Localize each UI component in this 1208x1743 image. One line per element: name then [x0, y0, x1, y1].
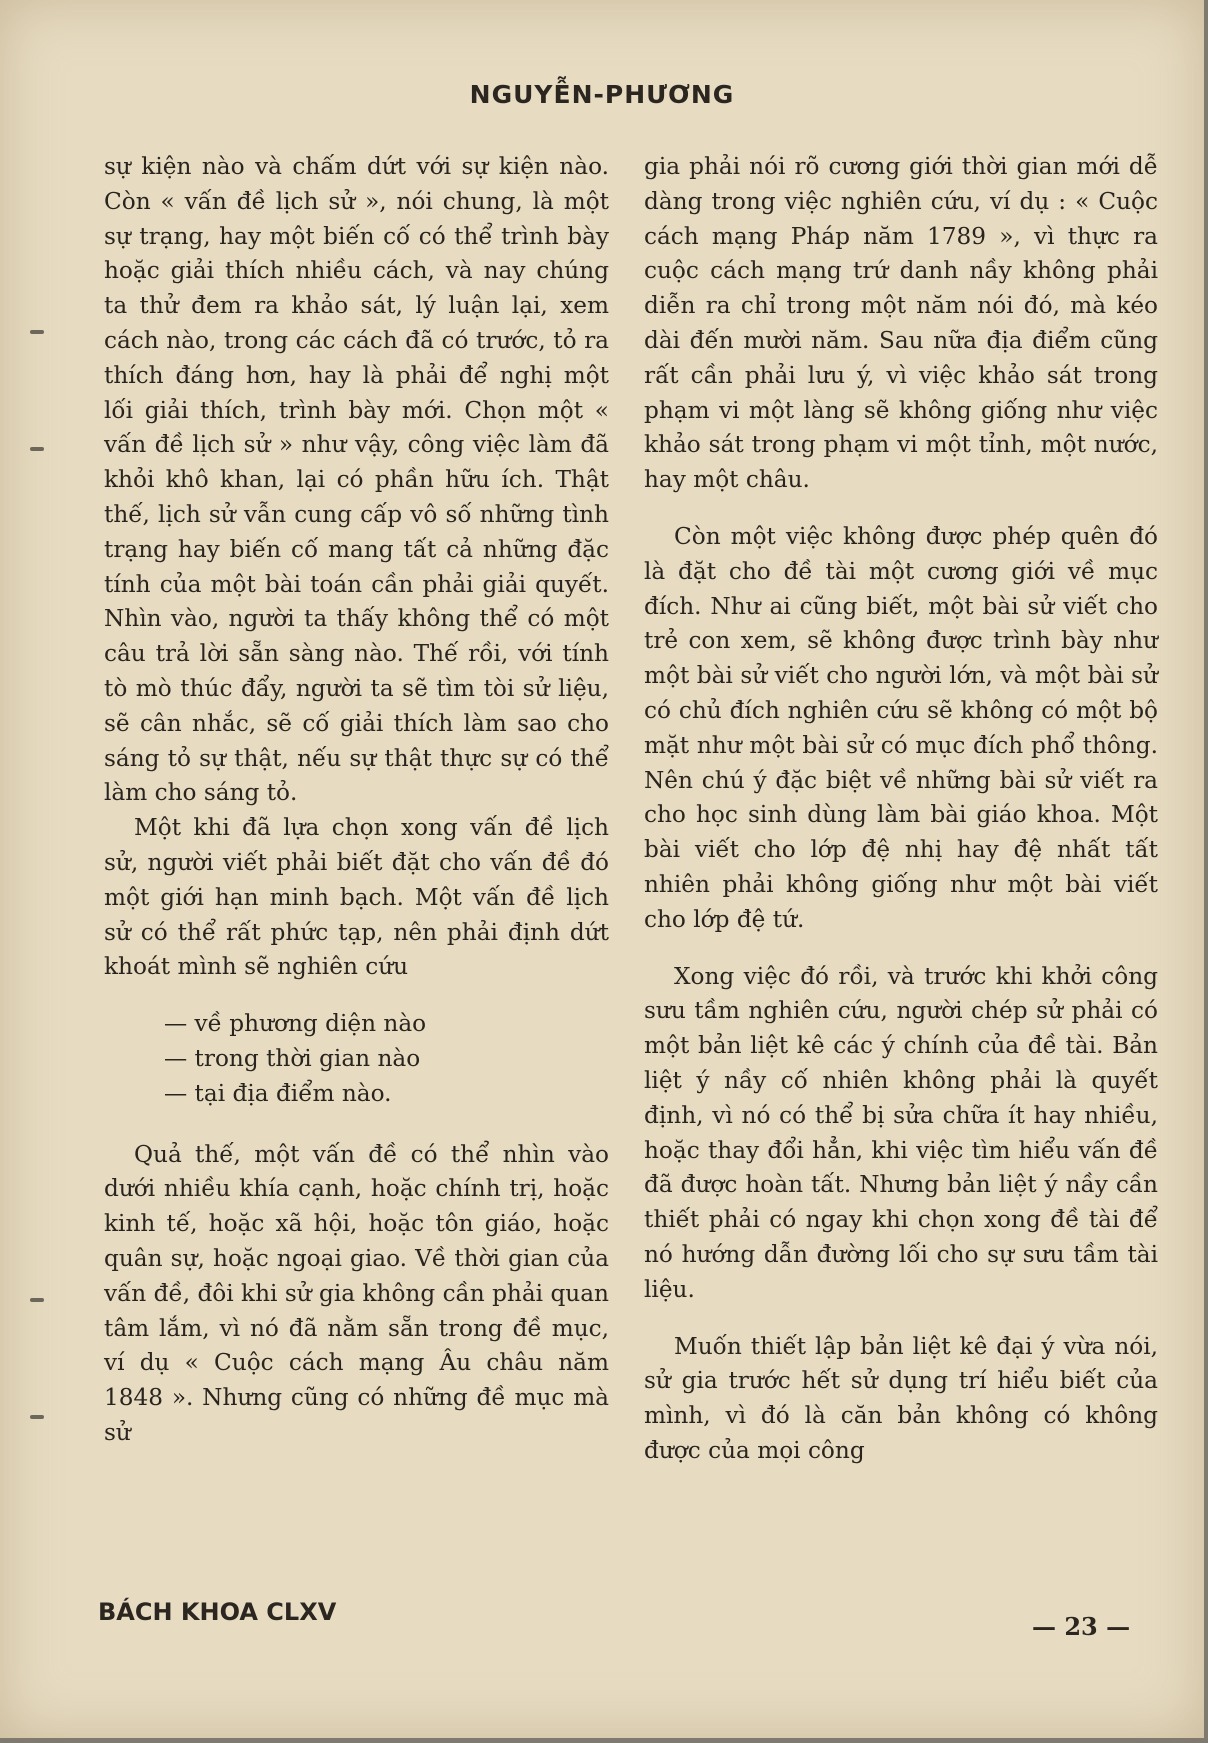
running-title: NGUYỄN-PHƯƠNG [469, 80, 735, 109]
aspect-list [164, 1007, 609, 1111]
publication-name: BÁCH KHOA CLXV [98, 1598, 337, 1626]
list-item: — trong thời gian nào [164, 1044, 421, 1072]
paragraph: sự kiện nào và chấm dứt với sự kiện nào. Còn « vấn đề lịch sử », nói chung, là một sự trạng, hay một biến cố có thể trình bày hoặc giải thích nhiều cách, và nay chúng ta thử đem ra khảo sát, lý luận lại, xem cách nào, trong các cách đã có trước, tỏ ra thích đáng hơn, hay là phải để nghị một lối giải thích, trình bày mới. Chọn một « vấn đề lịch sử » như vậy, công việc làm đã khỏi khô khan, lại có phần hữu ích. Thật thế, lịch sử vẫn cung cấp vô số những tình trạng hay biến cố mang tất cả những đặc tính của một bài toán cần phải giải quyết. Nhìn vào, người ta thấy không thể có một câu trả lời sẵn sàng nào. Thế rồi, với tính tò mò thúc đẩy, người ta sẽ tìm tòi sử liệu, sẽ cân nhắc, sẽ cố giải thích làm sao cho sáng tỏ sự thật, nếu sự thật thực sự có thể làm cho sáng tỏ. [104, 153, 609, 807]
binding-hole-mark [30, 1415, 44, 1419]
right-column [644, 150, 1158, 1469]
paragraph: Còn một việc không được phép quên đó là đặt cho đề tài một cương giới về mục đích. Như ai cũng biết, một bài sử viết cho trẻ con xem, sẽ không được trình bày như một bài sử viết cho người lớn, và một bài sử có chủ đích nghiên cứu sẽ không có một bộ mặt như một bài sử có mục đích phổ thông. Nên chú ý đặc biệt về những bài sử viết ra cho học sinh dùng làm bài giáo khoa. Một bài viết cho lớp đệ nhị hay đệ nhất tất nhiên phải không giống như một bài viết cho lớp đệ tứ. [644, 522, 1158, 933]
list-item: — về phương diện nào [164, 1010, 427, 1038]
paragraph: Xong việc đó rồi, và trước khi khởi công sưu tầm nghiên cứu, người chép sử phải có một bản liệt kê các ý chính của đề tài. Bản liệt ý nầy cố nhiên không phải là quyết định, vì nó có thể bị sửa chữa ít hay nhiều, hoặc thay đổi hẳn, khi việc tìm hiểu vấn đề đã được hoàn tất. Nhưng bản liệt ý nầy cần thiết phải có ngay khi chọn xong đề tài để nó hướng dẫn đường lối cho sự sưu tầm tài liệu. [644, 962, 1158, 1303]
paragraph: Một khi đã lựa chọn xong vấn đề lịch sử, người viết phải biết đặt cho vấn đề đó một giới hạn minh bạch. Một vấn đề lịch sử có thể rất phức tạp, nên phải định dứt khoát mình sẽ nghiên cứu [104, 814, 609, 981]
paragraph: gia phải nói rõ cương giới thời gian mới dễ dàng trong việc nghiên cứu, ví dụ : « Cuộc cách mạng Pháp năm 1789 », vì thực ra cuộc cách mạng trứ danh nầy không phải diễn ra chỉ trong một năm nói đó, mà kéo dài đến mười năm. Sau nữa địa điểm cũng rất cần phải lưu ý, vì việc khảo sát trong phạm vi một làng sẽ không giống như việc khảo sát trong phạm vi một tỉnh, một nước, hay một châu. [644, 153, 1158, 494]
paragraph: Muốn thiết lập bản liệt kê đại ý vừa nói, sử gia trước hết sử dụng trí hiểu biết của mình, vì đó là căn bản không có không được của mọi công [644, 1332, 1158, 1464]
left-column [104, 150, 609, 1451]
paragraph: Quả thế, một vấn đề có thể nhìn vào dưới nhiều khía cạnh, hoặc chính trị, hoặc kinh tế, hoặc xã hội, hoặc tôn giáo, hoặc quân sự, hoặc ngoại giao. Về thời gian của vấn đề, đôi khi sử gia không cần phải quan tâm lắm, vì nó đã nằm sẵn trong đề mục, ví dụ « Cuộc cách mạng Âu châu năm 1848 ». Nhưng cũng có những đề mục mà sử [104, 1140, 609, 1446]
list-item: — tại địa điểm nào. [164, 1079, 392, 1107]
binding-hole-mark [30, 330, 44, 334]
binding-hole-mark [30, 447, 44, 451]
binding-hole-mark [30, 1298, 44, 1302]
page-number: — 23 — [1032, 1612, 1131, 1641]
